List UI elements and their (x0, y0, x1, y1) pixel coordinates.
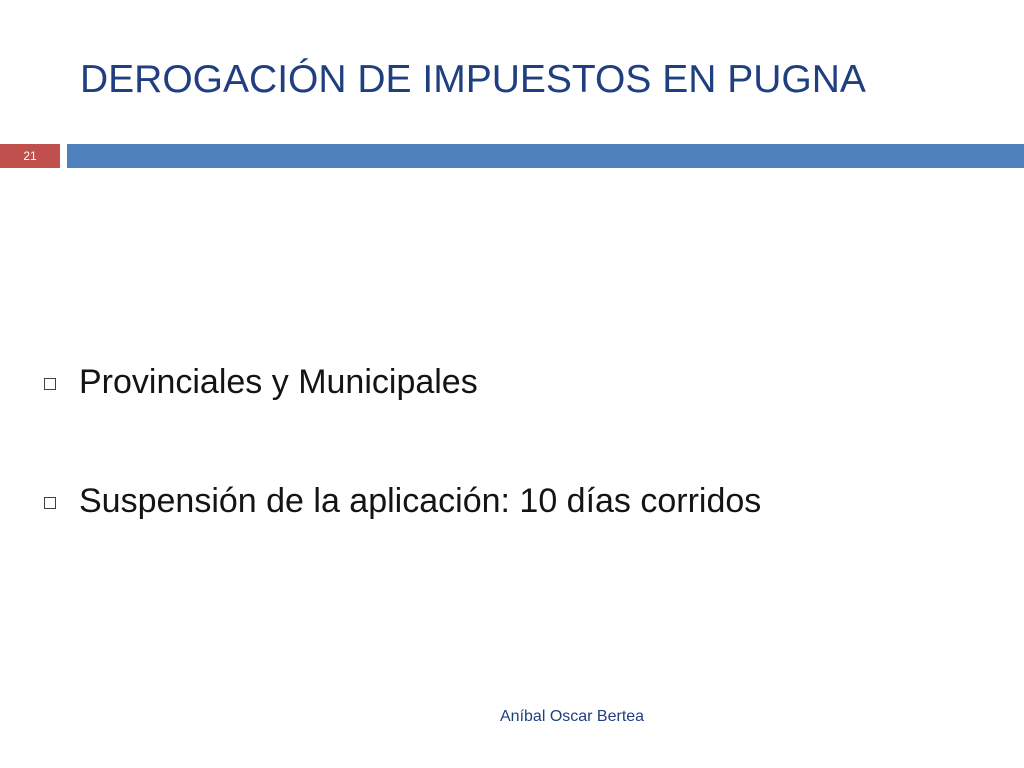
bullet-text: Suspensión de la aplicación: 10 días corridos (79, 481, 762, 520)
title-underline-bar (67, 144, 1024, 168)
list-item (44, 481, 761, 521)
checkbox-square-icon (44, 497, 56, 509)
bullet-text: Provinciales y Municipales (79, 362, 478, 401)
slide-title: DEROGACIÓN DE IMPUESTOS EN PUGNA (80, 58, 866, 101)
list-item (44, 362, 478, 402)
footer-author: Aníbal Oscar Bertea (500, 708, 645, 725)
slide-number: 21 (0, 144, 60, 168)
checkbox-square-icon (44, 378, 56, 390)
